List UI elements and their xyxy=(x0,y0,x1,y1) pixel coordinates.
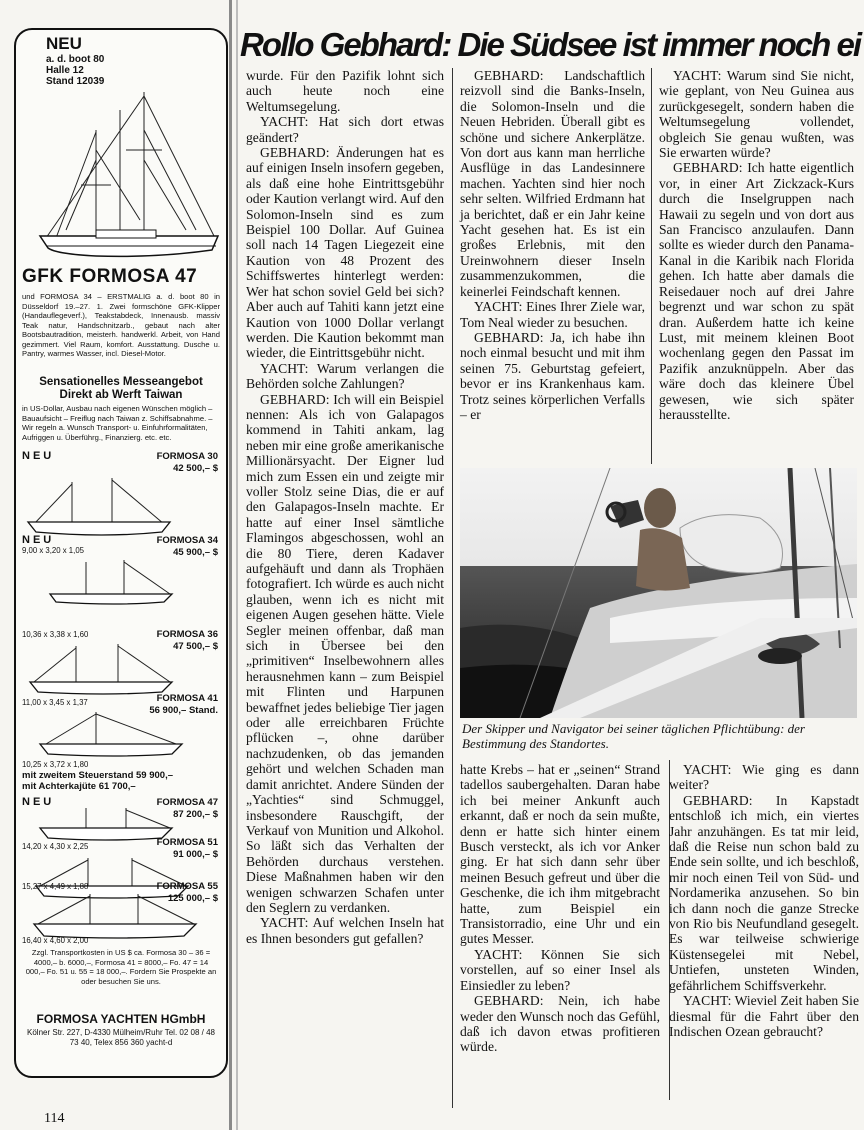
model-dimensions: 10,36 x 3,38 x 1,60 xyxy=(22,630,89,639)
paragraph: GEBHARD: Änderungen hat es auf einigen Inseln insofern gegeben, als daß eine hohe Eintrittsgebühr oder Kaution verlangt wird. Auf den Solomon-Inseln sind es zum Beispiel 100 Dollar. Auf Guinea soll nach 14 Tagen Liegezeit eine Kaution von 48 Prozent des Schiffswertes hinterlegt werden: Wer hat schon soviel Geld bei sich? Aber auch auf Tahiti kann jetzt eine Kaution von 1000 Dollar verlangt werden. Die Kaution bekommt man wieder, die Eintrittsgebühr nicht. xyxy=(246,145,444,361)
sailing-ship-illustration xyxy=(36,90,222,262)
article-column-2-top xyxy=(460,68,645,422)
ad-transport-note: Zzgl. Transportkosten in US $ ca. Formosa 30 – 36 = 4000,– b. 6000,–, Formosa 41 = 8000,– Fo. 47 = 14 000,– Fo. 51 u. 55 = 18 000,–. Fordern Sie Prospekte an oder besuchen Sie uns. xyxy=(25,948,217,986)
paragraph: GEBHARD: Ich hatte eigentlich vor, in einer Art Zickzack-Kurs durch die Inselgruppen nach Hawaii zu segeln und von dort aus San Francisco anzulaufen. Dann sollte es wieder durch den Panama-Kanal in die Karibik nach Florida gehen. Ich hatte aber damals die Reisedauer noch auf drei Jahre begrenzt und war schon zu spät dran. Außerdem hatte ich keine Lust, mit meinem kleinen Boot wochenlang gegen den Passat im Pazifik anzuknüppeln. Aber das wäre doch das kleinere Übel gewesen, wie sich später herausstellte. xyxy=(659,160,854,422)
gutter-line xyxy=(236,0,238,1130)
model-neu-label: NEU xyxy=(22,534,55,546)
model-dimensions: 15,27 x 4,49 x 1,88 xyxy=(22,882,89,891)
model-dimensions: 11,00 x 3,45 x 1,37 xyxy=(22,698,88,707)
ad-offer-text: in US-Dollar, Ausbau nach eigenen Wünschen möglich – Bauaufsicht – Freiflug nach Taiwan z. Schiffsabnahme. – Wir regeln a. Wunsch Transport- u. Einfuhrformalitäten, Aufriggen u. Überführg., Finanzierg. etc. etc. xyxy=(22,404,213,442)
paragraph: hatte Krebs – hat er „seinen“ Strand tadellos saubergehalten. Daran habe ich bei meiner Ankunft auch erkannt, daß er noch da sein mußte, denn er hatte sich hinter einem Busch versteckt, als ich vor Anker ging. Er hat sich dann sehr über meinen Besuch gefreut und über die Geschenke, die ich ihm mitgebracht hatte, zum Beispiel ein Transistorradio, eine Uhr und ein gutes Messer. xyxy=(460,762,660,947)
skipper-sextant-photo xyxy=(460,468,857,718)
gutter-line xyxy=(229,0,232,1130)
paragraph: GEBHARD: In Kapstadt entschloß ich mich, ein viertes Jahr anzuhängen. Es tat mir leid, daß die Reise nun schon bald zu Ende sein sollte, und ich beschloß, mir noch einen Teil von Süd- und Nordamerika anzusehen. So bin ich dann noch die ganze Strecke von Rio bis Neufundland gesegelt. Es war teilweise schwierige Küstensegelei mit Nebel, Untiefen, unsteten Winden, gefährlichem Schiffsverkehr. xyxy=(669,792,859,993)
paragraph: YACHT: Auf welchen Inseln hat es Ihnen besonders gut gefallen? xyxy=(246,915,444,946)
model-dimensions: 9,00 x 3,20 x 1,05 xyxy=(22,546,84,555)
ad-company-name: FORMOSA YACHTEN HGmbH xyxy=(36,1012,206,1026)
paragraph: YACHT: Warum sind Sie nicht, wie geplant, von Neu Guinea aus zurückgesegelt, sondern haben die Weltumsegelung vollendet, obgleich Sie genau wußten, was Sie erwarten würde? xyxy=(659,68,854,161)
paragraph: YACHT: Warum verlangen die Behörden solche Zahlungen? xyxy=(246,360,444,392)
paragraph: GEBHARD: Landschaftlich reizvoll sind die Banks-Inseln, die Solomon-Inseln und die Neuen Hebriden. Überall gibt es schöne und sichere Ankerplätze. Von dort aus kann man herrliche Ausflüge in das Landesinnere machen. Yachten sind hier noch sehr selten. Wilfried Erdmann hat ja berichtet, daß er ein Jahr keine Yacht gesehen hat. Es ist ein großes Erlebnis, mit den Ureinwohnern dieser Inseln zusammenzukommen, die keinerlei Feindschaft kennen. xyxy=(460,68,645,299)
paragraph: GEBHARD: Nein, ich habe weder den Wunsch noch das Gefühl, daß ich davon etwas profitieren würde. xyxy=(460,993,660,1055)
model-dimensions: 16,40 x 4,60 x 2,00 xyxy=(22,936,89,945)
model-name: FORMOSA 30 xyxy=(156,451,218,462)
model-name: FORMOSA 51 xyxy=(156,837,218,848)
ad-company-address: Kölner Str. 227, D-4330 Mülheim/Ruhr Tel. 02 08 / 48 73 40, Telex 856 360 yacht-d xyxy=(27,1028,215,1047)
paragraph: GEBHARD: Ja, ich habe ihn noch einmal besucht und mit ihm seinen 75. Geburtstag gefeiert, bevor er ins Krankenhaus kam. Trotz seines körperlichen Verfalls – er xyxy=(460,329,645,422)
paragraph: YACHT: Wie ging es dann weiter? xyxy=(669,762,859,793)
paragraph: YACHT: Wieviel Zeit haben Sie diesmal für die Fahrt über den Indischen Ozean gebraucht? xyxy=(669,993,859,1039)
ad-title: GFK FORMOSA 47 xyxy=(22,266,198,287)
article-column-2-bottom xyxy=(460,762,660,1055)
model-price: 125 000,– $ xyxy=(167,893,218,904)
photo-caption: Der Skipper und Navigator bei seiner täglichen Pflichtübung: der Bestimmung des Standortes. xyxy=(462,721,805,751)
ad-neu-label: NEU xyxy=(46,34,82,53)
model-price: 42 500,– $ xyxy=(173,463,218,474)
model-name: FORMOSA 34 xyxy=(156,535,218,546)
paragraph: GEBHARD: Ich will ein Beispiel nennen: Als ich von Galapagos kommend in Tahiti ankam, lag neben mir eine große amerikanische Millionärsyacht. Der Eigner lud mich zum Essen ein und zeigte mir voller Stolz seine Dias, die er auf den Galapagos-Inseln machte. Er hatte auf einer Insel sämtliche Flamingos abgeschossen, wohl an die 80 Tiere, deren Kadaver aufgehäuft und dann als Trophäen fotografiert. Ich würde es auch nicht glauben, wenn ich es nicht mit eigenen Augen gesehen hätte. Viele Segler meinen offenbar, daß man sich in Übersee bei den „primitiven“ Inselbewohnern alles herausnehmen kann – zum Beispiel mit Flinten und Harpunen bewaffnet jedes beliebige Tier jagen oder alle erreichbaren Früchte pflücken –, ohne darüber nachzudenken, ob das jemanden gehört und welchen Schaden man damit anrichtet. Andere Sünden der „Yachties“ sind Schmuggel, insbesondere Rauschgift, der Verkauf von Munition und Alkohol. So läßt sich das Verhalten der Behörden durchaus verstehen. Diese Maßnahmen haben wir den wenigen schwarzen Schafen unter den Seglern zu verdanken. xyxy=(246,391,444,915)
model-neu-label: NEU xyxy=(22,796,55,808)
model-extra-line: mit Achterkajüte 61 700,– xyxy=(22,781,136,792)
model-price: 47 500,– $ xyxy=(173,641,218,652)
paragraph: YACHT: Hat sich dort etwas geändert? xyxy=(246,114,444,145)
model-price: 87 200,– $ xyxy=(173,809,218,820)
model-boat-illustration xyxy=(24,476,174,540)
model-price: 91 000,– $ xyxy=(173,849,218,860)
page-number: 114 xyxy=(44,1111,65,1126)
paragraph: wurde. Für den Pazifik lohnt sich auch heute noch eine Weltumsegelung. xyxy=(246,68,444,114)
article-headline: Rollo Gebhard: Die Südsee ist immer noch ei xyxy=(240,26,860,63)
model-boat-illustration xyxy=(26,642,176,700)
model-boat-illustration xyxy=(36,806,176,846)
model-boat-illustration xyxy=(46,558,176,608)
column-separator xyxy=(651,68,652,464)
article-column-3-bottom xyxy=(669,762,859,1039)
article-column-3-top xyxy=(659,68,854,422)
ad-event-info xyxy=(46,54,104,87)
ad-event-line: Stand 12039 xyxy=(46,76,105,87)
formosa-yachts-advertisement xyxy=(14,28,228,1078)
photo-image xyxy=(460,468,857,718)
article-column-1 xyxy=(246,68,444,946)
ad-description: und FORMOSA 34 – ERSTMALIG a. d. boot 80 in Düsseldorf 19.–27. 1. Zwei formschöne GFK-Klipper (Handauflegeverf.), Teakstabdeck, Innenausb. massiv Teak natur, Handschnitzarb., gebaut nach alter Bootsbautradition, meisterh. handwerkl. Arbeit, von Hand gezimmert. Viel Raum, komfort. Ausstattung. Dusche u. Pantry, warmes Wasser, incl. Diesel-Motor. xyxy=(22,292,220,358)
paragraph: YACHT: Können Sie sich vorstellen, auf so einer Insel als Einsiedler zu leben? xyxy=(460,946,660,993)
ad-offer-title: Sensationelles Messeangebot Direkt ab Werft Taiwan xyxy=(39,376,203,401)
model-name: FORMOSA 41 xyxy=(156,693,218,704)
model-dimensions: 14,20 x 4,30 x 2,25 xyxy=(22,842,89,851)
model-name: FORMOSA 55 xyxy=(156,881,218,892)
model-price: 56 900,– Stand. xyxy=(149,705,218,716)
model-extra-line: mit zweitem Steuerstand 59 900,– xyxy=(22,770,174,781)
model-name: FORMOSA 47 xyxy=(156,797,218,808)
model-name: FORMOSA 36 xyxy=(156,629,218,640)
model-neu-label: NEU xyxy=(22,450,55,462)
column-separator xyxy=(452,68,453,1108)
model-price: 45 900,– $ xyxy=(173,547,218,558)
paragraph: YACHT: Eines Ihrer Ziele war, Tom Neal wieder zu besuchen. xyxy=(460,299,645,330)
ad-event-line: Halle 12 xyxy=(46,65,84,76)
ad-event-line: a. d. boot 80 xyxy=(46,54,105,65)
model-boat-illustration xyxy=(36,710,186,762)
model-dimensions: 10,25 x 3,72 x 1,80 xyxy=(22,760,89,769)
